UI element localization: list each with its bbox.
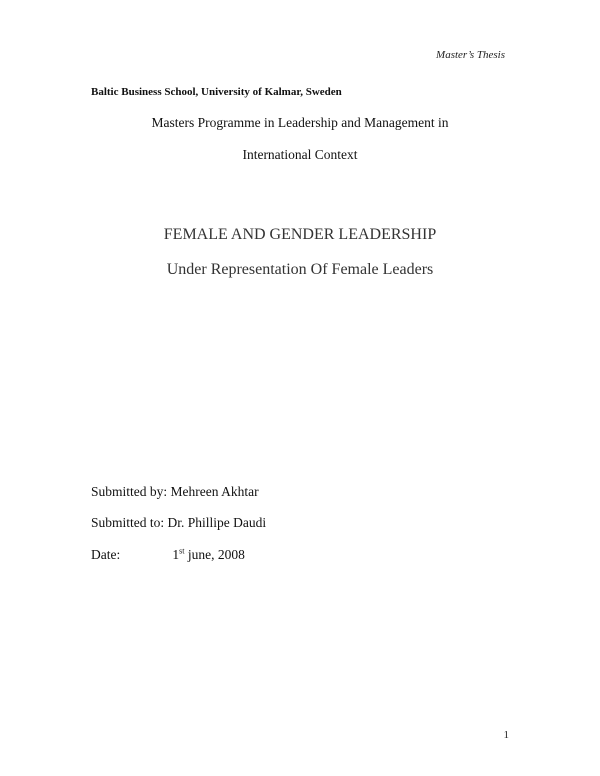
submitted-to-value: Dr. Phillipe Daudi [167,515,267,530]
date-label: Date: [91,547,121,562]
thesis-title: FEMALE AND GENDER LEADERSHIP [163,226,437,243]
thesis-subtitle: Under Representation Of Female Leaders [166,261,434,278]
submitted-by-row [91,484,259,500]
programme-line-2: International Context [242,147,358,162]
submitted-by-label: Submitted by: [91,484,168,499]
date-rest: june, 2008 [184,547,245,562]
date-value [172,547,244,562]
submitted-to-label: Submitted to: [91,515,165,530]
programme-line-1: Masters Programme in Leadership and Management in [151,115,449,130]
page-number: 1 [503,729,509,741]
submitted-by-value: Mehreen Akhtar [170,484,259,499]
date-suffix: st [179,546,185,556]
running-header: Master’s Thesis [436,49,505,61]
submitted-to-row [91,515,266,531]
date-row [91,547,245,563]
institution-name: Baltic Business School, University of Kalmar, Sweden [91,86,342,98]
date-day: 1 [172,547,180,562]
